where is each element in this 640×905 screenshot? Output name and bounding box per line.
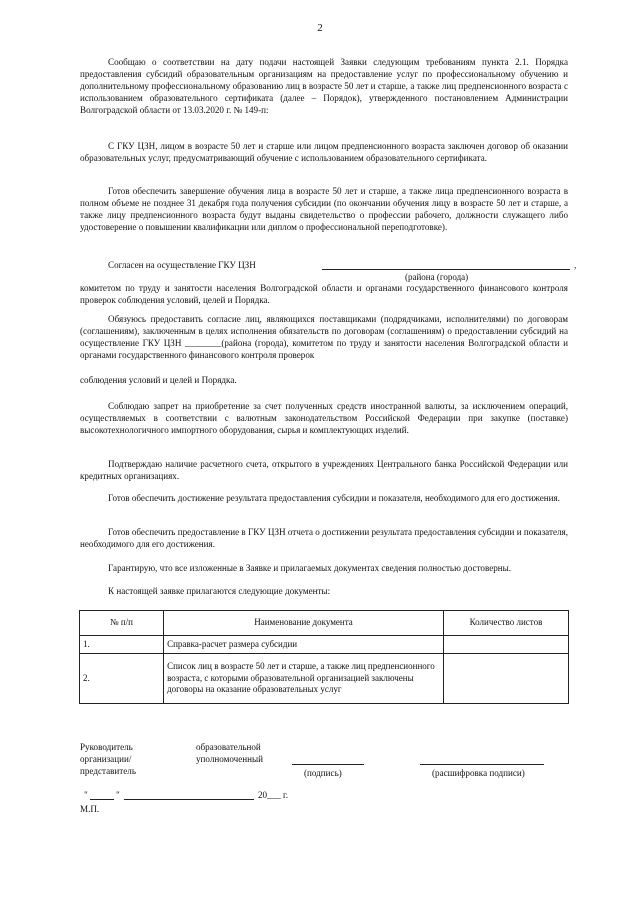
date-month-line[interactable] (124, 799, 254, 800)
signer-role-line1: Руководитель (80, 742, 133, 752)
date-quote-open: " (84, 790, 88, 800)
paragraph-contract: С ГКУ ЦЗН, лицом в возрасте 50 лет и старше или лицом предпенсионного возраста заключен договор об оказании образовательных услуг, предусматривающий обучение с использованием образовательного сертификата. (80, 141, 568, 164)
obligation-blank[interactable]: ________ (184, 338, 222, 349)
signature-line[interactable] (292, 764, 364, 765)
header-sheet-count: Количество листов (443, 611, 568, 636)
date-quote-close: " (116, 790, 120, 800)
attachments-table (79, 610, 569, 704)
signer-role-line2: организации/ (80, 754, 132, 764)
date-year: 20___ г. (258, 790, 288, 800)
agree-district-line[interactable] (322, 269, 570, 270)
obligation-body: Обязуюсь предоставить согласие лиц, являющихся поставщиками (подрядчиками, исполнителями) по договорам (соглашениям), заключенным в целях исполнения обязательств по договорам (соглашениям) о предоставлении субсидий на осуществление ГКУ ЦЗН (80, 314, 568, 349)
agree-comma: , (574, 260, 577, 270)
obligation-end: соблюдения условий и целей и Порядка. (80, 375, 237, 385)
date-day-line[interactable] (90, 799, 114, 800)
paragraph-completion: Готов обеспечить завершение обучения лица в возрасте 50 лет и старше, а также лица предпенсионного возраста в полном объеме не позднее 31 декабря года получения субсидии (по окончании обучения лицу в возрасте 50 лет и старше, а также лицу предпенсионного возраста будут выданы свидетельство о профессии рабочего, должности служащего либо удостоверение о повышении квалификации или диплом о профессиональной переподготовке). (80, 186, 568, 233)
row-doc-name: Справка-расчет размера субсидии (164, 636, 444, 654)
row-doc-name: Список лиц в возрасте 50 лет и старше, а также лиц предпенсионного возраста, с которыми образовательной организацией заключены договоры на оказание образовательных услуг (164, 654, 444, 704)
paragraph-guarantee: Гарантирую, что все изложенные в Заявке и прилагаемых документах сведения полностью достоверны. (108, 563, 512, 573)
signature-decode-caption: (расшифровка подписи) (432, 768, 525, 778)
paragraph-currency: Соблюдаю запрет на приобретение за счет полученных средств иностранной валюты, за исключением операций, осуществляемых в соответствии с валютным законодательством Российской Федерации при закупке (поставке) высокотехнологичного импортного оборудования, сырья и комплектующих изделий. (80, 401, 568, 436)
obligation-mid: (района (города), комитетом по труду и занятости населения Волгоградской области и органами государственного финансового контроля проверок (80, 338, 568, 361)
row-num: 1. (80, 636, 164, 654)
agree-district-caption: (района (города) (405, 272, 469, 282)
row-sheet-count[interactable] (443, 654, 568, 704)
paragraph-requirements: Сообщаю о соответствии на дату подачи настоящей Заявки следующим требованиям пункта 2.1. Порядка предоставления субсидий образовательным организациям на предоставление услуг по профессиональному обучению и дополнительному профессиональному образованию лиц в возрасте 50 лет и старше, а также лиц предпенсионного возраста с использованием образовательного сертификата (далее – Порядок), утвержденного постановлением Администрации Волгоградской области от 13.03.2020 г. № 149-п: (80, 57, 568, 116)
signer-role-line4: образовательной (196, 742, 261, 752)
table-row (80, 636, 569, 654)
paragraph-agree-rest: комитетом по труду и занятости населения Волгоградской области и органами государственного финансового контроля проверок соблюдения условий, целей и Порядка. (80, 283, 568, 306)
paragraph-account: Подтверждаю наличие расчетного счета, открытого в учреждениях Центрального банка Российской Федерации или кредитных организациях. (80, 459, 568, 482)
paragraph-result: Готов обеспечить достижение результата предоставления субсидии и показателя, необходимого для его достижения. (108, 493, 560, 503)
signer-role-line5: уполномоченный (196, 754, 264, 764)
page-number: 2 (317, 22, 323, 34)
signature-decode-line[interactable] (420, 764, 544, 765)
header-doc-name: Наименование документа (164, 611, 444, 636)
agree-label: Согласен на осуществление ГКУ ЦЗН (108, 260, 256, 270)
paragraph-report: Готов обеспечить предоставление в ГКУ ЦЗН отчета о достижении результата предоставления субсидии и показателя, необходимого для его достижения. (80, 527, 568, 550)
row-num: 2. (80, 654, 164, 704)
stamp-label: М.П. (80, 804, 100, 814)
row-sheet-count[interactable] (443, 636, 568, 654)
table-row (80, 654, 569, 704)
signer-role-line3: представитель (80, 766, 136, 776)
paragraph-attachments: К настоящей заявке прилагаются следующие документы: (108, 586, 331, 596)
signature-caption: (подпись) (304, 768, 342, 778)
table-header-row (80, 611, 569, 636)
header-num: № п/п (80, 611, 164, 636)
paragraph-obligation (80, 313, 568, 361)
